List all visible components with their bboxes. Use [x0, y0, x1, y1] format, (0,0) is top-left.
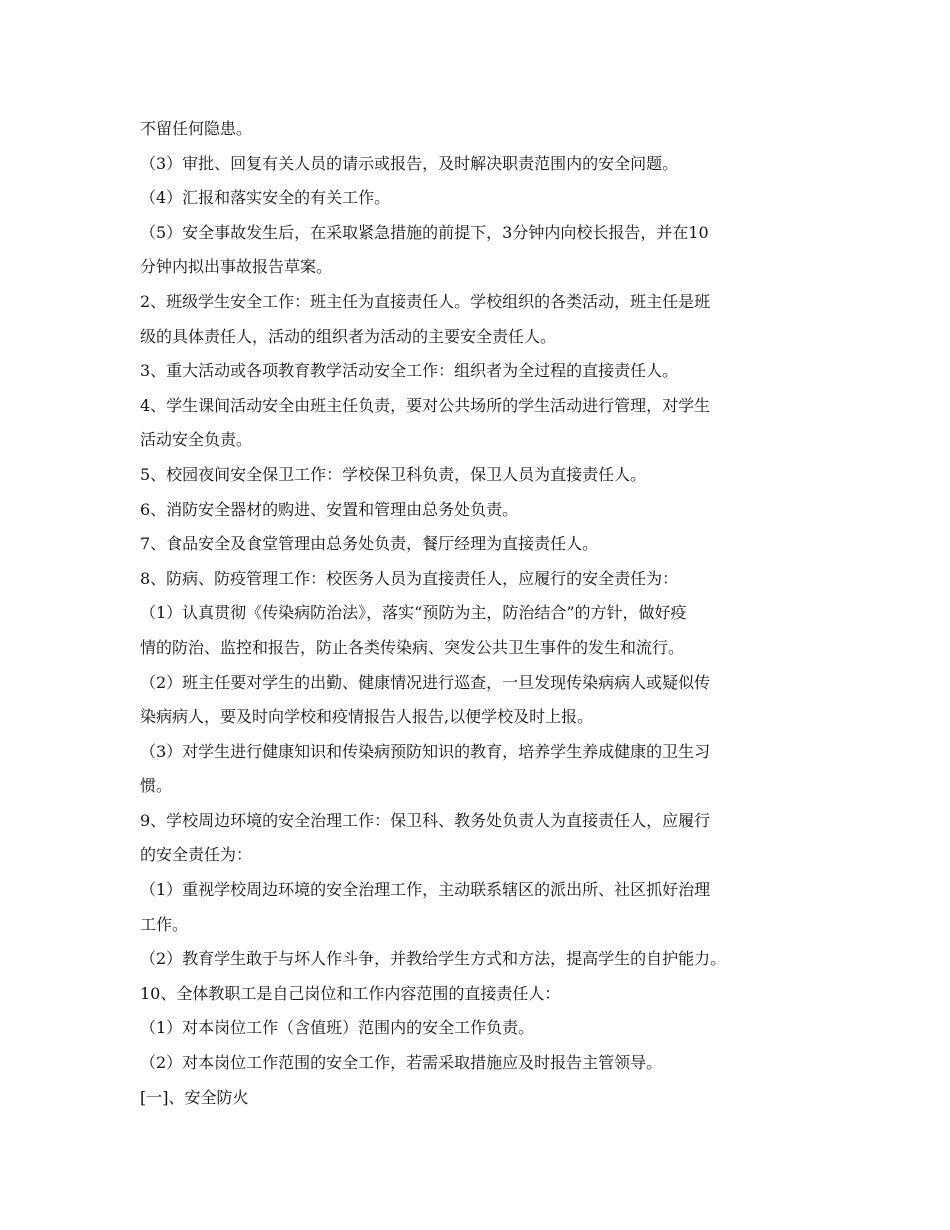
text-line: 9、学校周边环境的安全治理工作：保卫科、教务处负责人为直接责任人，应履行 [140, 810, 711, 830]
text-line: 工作。 [140, 914, 189, 934]
text-line: 不留任何隐患。 [140, 119, 253, 138]
text-line: （3）对学生进行健康知识和传染病预防知识的教育，培养学生养成健康的卫生习 [140, 741, 711, 761]
document-body [140, 112, 816, 1115]
text-line: （4）汇报和落实安全的有关工作。 [140, 188, 391, 208]
text-line: 级的具体责任人，活动的组织者为活动的主要安全责任人。 [140, 326, 557, 346]
text-line: （1）对本岗位工作（含值班）范围内的安全工作负责。 [140, 1018, 535, 1038]
text-line: 4、学生课间活动安全由班主任负责，要对公共场所的学生活动进行管理，对学生 [140, 395, 711, 415]
text-line: （2）教育学生敢于与坏人作斗争，并教给学生方式和方法，提高学生的自护能力。 [140, 949, 727, 969]
text-line: 分钟内拟出事故报告草案。 [140, 257, 333, 277]
text-line: 5、校园夜间安全保卫工作：学校保卫科负责，保卫人员为直接责任人。 [140, 464, 647, 484]
text-line: 活动安全负责。 [140, 430, 253, 450]
text-line: 2、班级学生安全工作：班主任为直接责任人。学校组织的各类活动，班主任是班 [140, 291, 711, 311]
text-line: （2）班主任要对学生的出勤、健康情况进行巡查，一旦发现传染病病人或疑似传 [140, 672, 711, 692]
text-line: （3）审批、回复有关人员的请示或报告，及时解决职责范围内的安全问题。 [140, 153, 679, 173]
text-line: （2）对本岗位工作范围的安全工作，若需采取措施应及时报告主管领导。 [140, 1053, 663, 1073]
text-line: 6、消防安全器材的购进、安置和管理由总务处负责。 [140, 499, 519, 519]
text-line: 10、全体教职工是自己岗位和工作内容范围的直接责任人： [140, 983, 561, 1003]
text-line: （1）认真贯彻《传染病防治法》，落实“预防为主，防治结合”的方针，做好疫 [140, 603, 687, 623]
text-line: 的安全责任为： [140, 845, 253, 865]
text-line: 8、防病、防疫管理工作：校医务人员为直接责任人，应履行的安全责任为： [140, 568, 679, 588]
text-line: 情的防治、监控和报告，防止各类传染病、突发公共卫生事件的发生和流行。 [140, 637, 685, 657]
text-line: 染病病人，要及时向学校和疫情报告人报告,以便学校及时上报。 [140, 707, 594, 727]
text-line: （1）重视学校周边环境的安全治理工作，主动联系辖区的派出所、社区抓好治理 [140, 880, 711, 900]
text-line: （5）安全事故发生后，在采取紧急措施的前提下，3分钟内向校长报告，并在10 [140, 222, 709, 242]
text-line: 惯。 [140, 776, 173, 796]
text-line: 3、重大活动或各项教育教学活动安全工作：组织者为全过程的直接责任人。 [140, 361, 679, 381]
text-line: 7、食品安全及食堂管理由总务处负责，餐厅经理为直接责任人。 [140, 534, 599, 554]
section-heading: [一]、安全防火 [140, 1087, 249, 1107]
